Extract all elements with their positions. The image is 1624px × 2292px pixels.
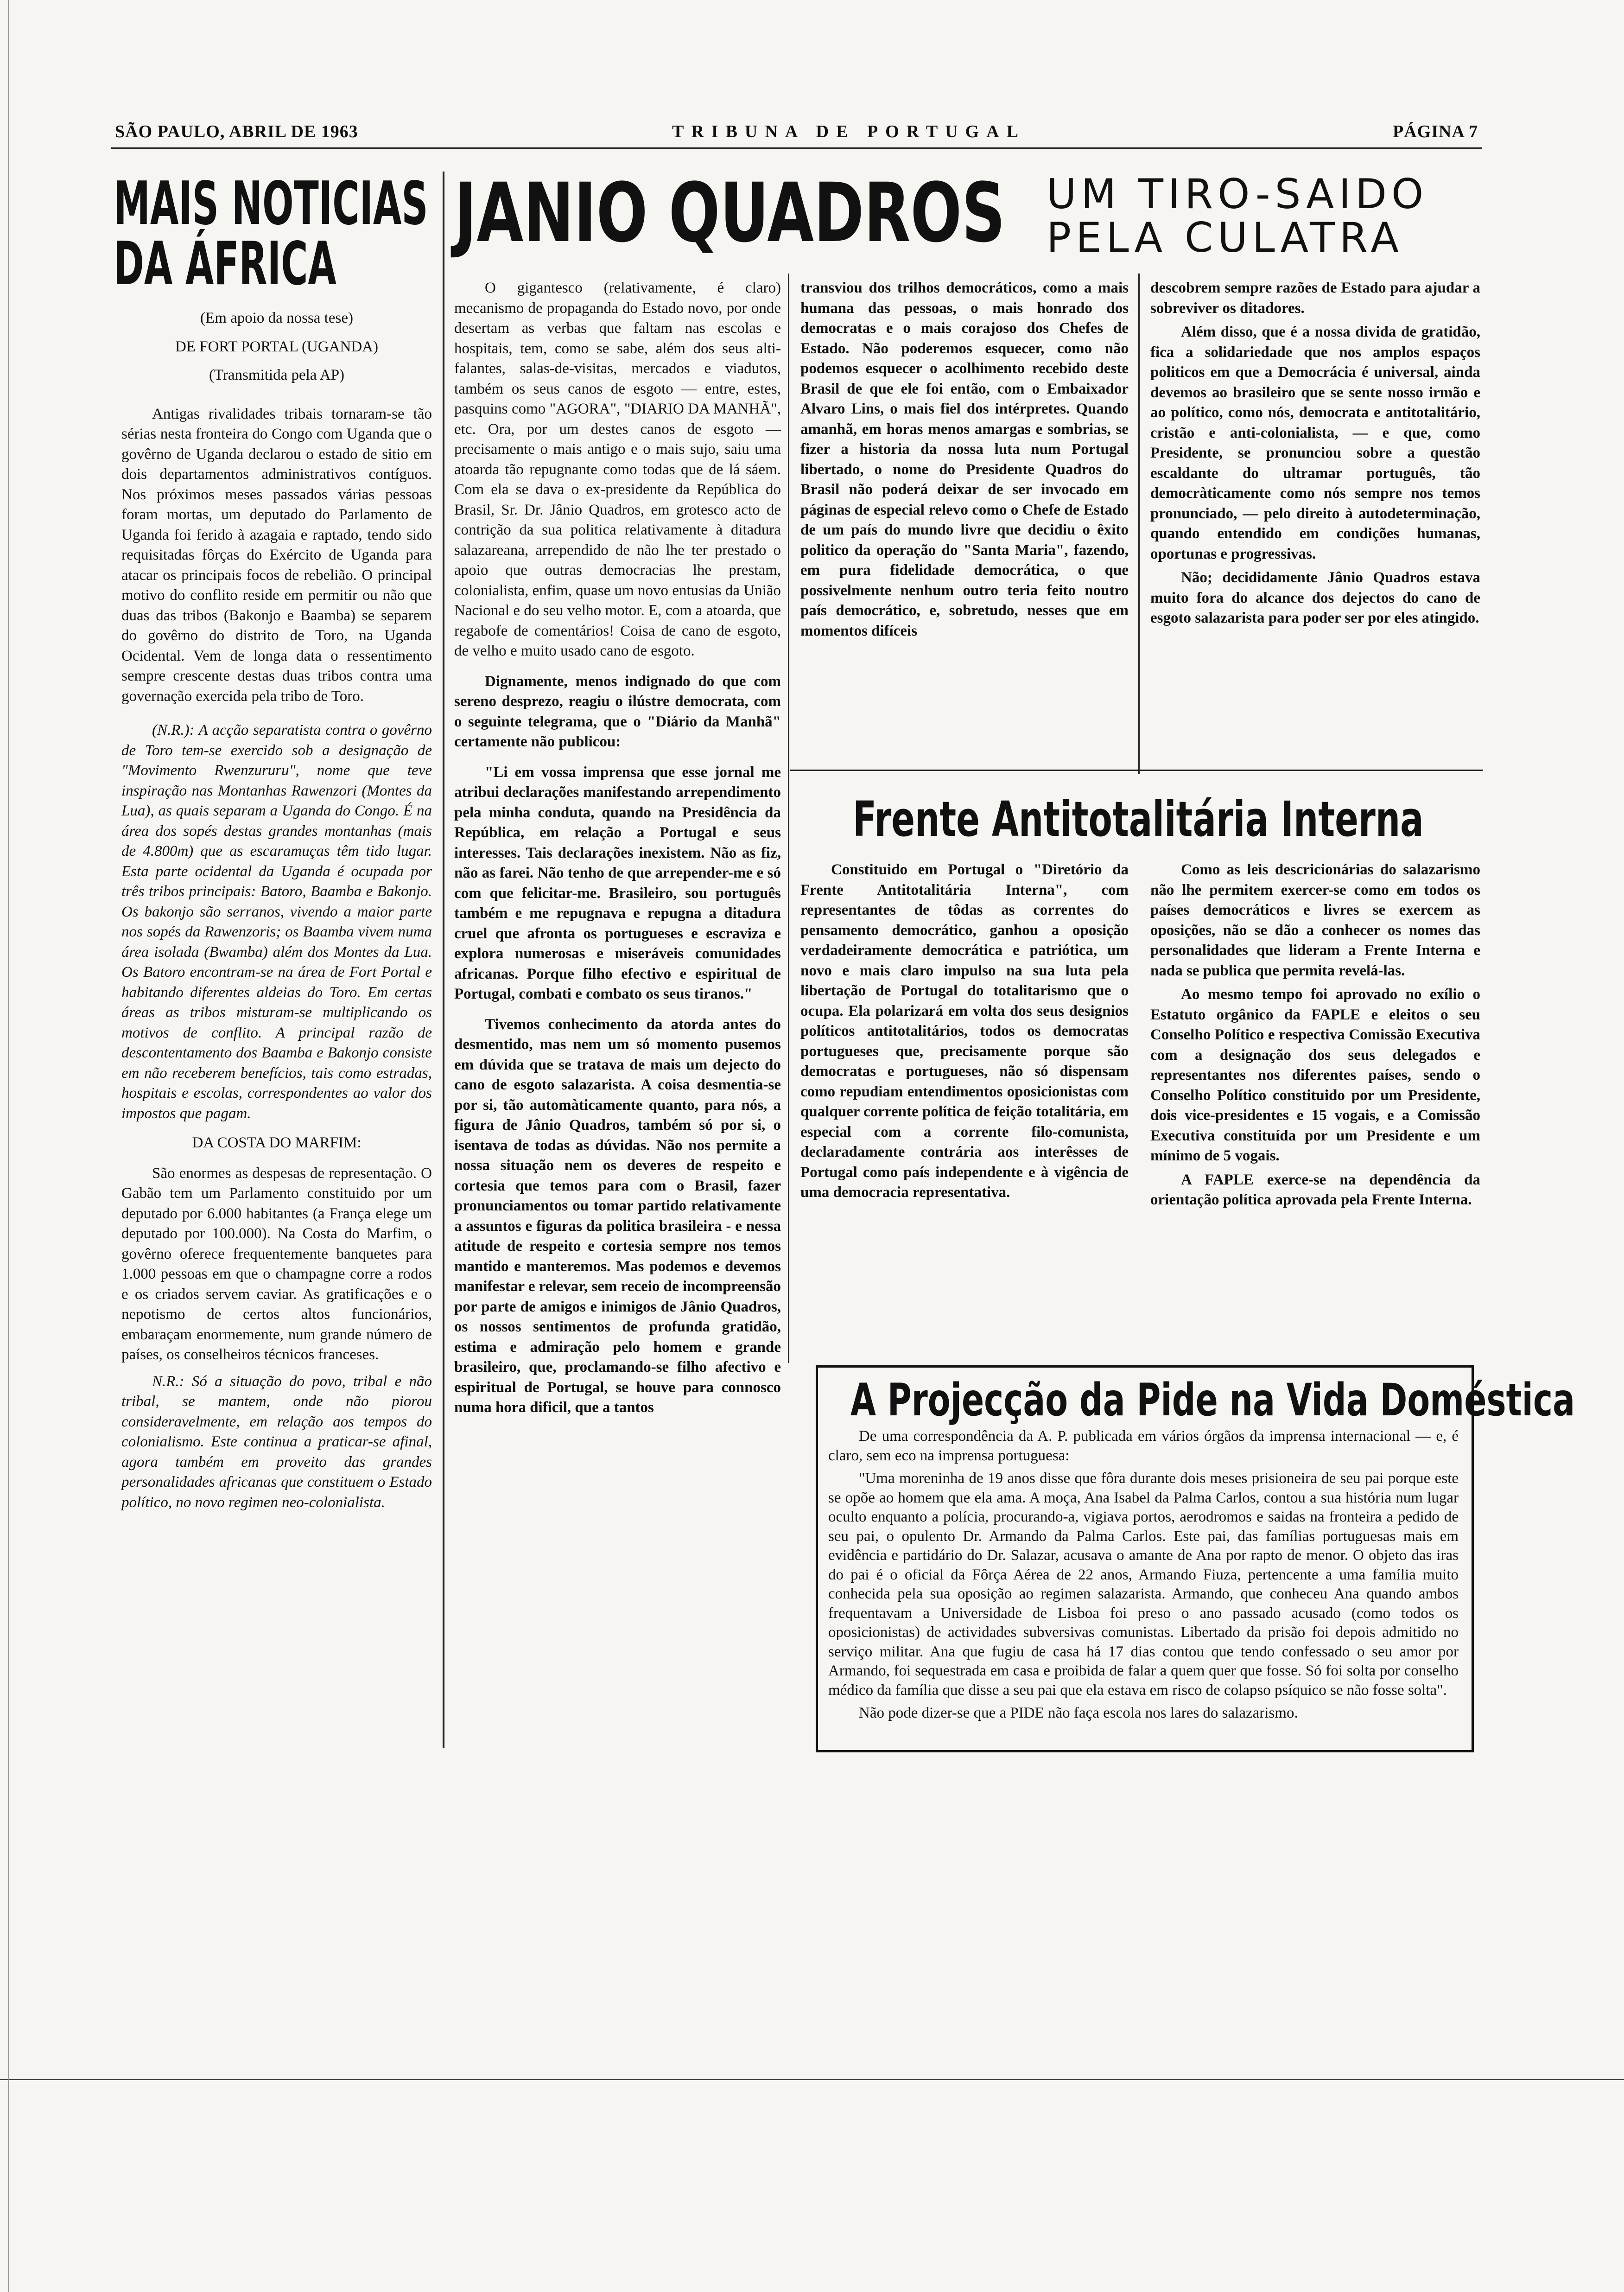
janio-subheadline: [1047, 172, 1482, 260]
pide-paragraph: De uma correspondência da A. P. publicada em vários órgãos da imprensa internacional — e, é claro, sem eco na imprensa portuguesa:: [828, 1428, 1459, 1464]
janio-subheadline-line2: PELA CULATRA: [1047, 214, 1403, 261]
janio-headline: JANIO QUADROS: [454, 166, 1005, 261]
pide-quote: "Uma moreninha de 19 anos disse que fôra durante dois meses prisioneira de seu pai porque este se opõe ao homem que ela ama. A moça, Ana Isabel da Palma Carlos, contou a sua história num lugar oculto enquanto a polícia, procurando-a, vigiava portos, aerodromos e saidas na fronteira a pedido de seu pai, o opulento Dr. Armando da Palma Carlos. Este pai, das famílias portuguesas mais em evidência e partidário do Dr. Salazar, acusava o amante de Ana por rapto de menor. O objeto das iras do pai é o oficial da Fôrça Aérea de 22 anos, Armando Fiuza, pertencente a uma família muito conhecida pela sua oposição ao regimen salazarista. Armando, que conheceu Ana quando ambos frequentavam a Universidade de Lisboa foi preso o ano passado acusado (como todos os oposicionistas) de actividades subversivas comunistas. Libertado da prisão foi depois admitido no serviço militar. Ana que fugiu de casa há 17 dias contou que tendo confessado o seu amor por Armando, foi sequestrada em casa e proibida de falar a quem quer que fosse. Só foi solta por conselho médico da família que disse a seu pai que ela estava em risco de colapso psíquico se não fosse solta".: [828, 1470, 1459, 1699]
pide-paragraph: Não pode dizer-se que a PIDE não faça escola nos lares do salazarismo.: [859, 1705, 1298, 1721]
janio-column-2: [800, 278, 1129, 756]
frente-headline: Frente Antitotalitária Interna: [853, 791, 1424, 847]
africa-subheading: DA COSTA DO MARFIM:: [192, 1134, 362, 1151]
section-divider: [790, 770, 1483, 771]
column-divider: [1138, 274, 1140, 774]
frente-paragraph: Constituido em Portugal o "Diretório da Frente Antitotalitária Interna", com representantes de tôdas as correntes do pensamento democrático, ganhou a oposição verdadeiramente democrática e patriótica, um novo e mais claro impulso na sua luta pela libertação de Portugal do totalitarismo que o ocupa. Ela polarizará em volta dos seus designios políticos antitotalitários, todos os democratas portugueses que, precisamente porque são democratas e portugueses, não só dispensam como repudiam entendimentos oposicionistas com qualquer corrente política de feição totalitária, em especial com a corrente filo-comunista, declaradamente contrária aos interêsses de Portugal como país independente e à vigência de uma democracia representativa.: [800, 861, 1129, 1201]
janio-paragraph: Além disso, que é a nossa divida de gratidão, fica a solidariedade que nos amplos espaços politicos em que a Democrácia é universal, ainda devemos ao brasileiro que se sente nosso irmão e ao político, como nós, democrata e antitotalitário, cristão e anti-colonialista, — e que, como Presidente, se pronunciou sobre a questão escaldante do ultramar português, tão democràticamente como nós sempre nos temos pronunciado, — pelo direito à autodeterminação, quando entendido em condições humanas, oportunas e progressivas.: [1150, 324, 1480, 562]
janio-paragraph: Não; decididamente Jânio Quadros estava muito fora do alcance dos dejectos do cano de esgoto salazarista para poder ser por eles atingido.: [1150, 569, 1480, 626]
frente-column-2: [1150, 860, 1480, 1351]
pide-box: [816, 1365, 1575, 1752]
africa-title-line2: DA ÁFRICA: [114, 229, 336, 299]
africa-paragraph: Antigas rivalidades tribais tornaram-se tão sérias nesta fronteira do Congo com Uganda que o govêrno de Uganda declarou o estado de sitio em dois departamentos administrativos contíguos. Nos próximos meses passados várias pessoas foram mortas, um deputado do Parlamento de Uganda foi ferido à azagaia e raptado, tendo sido requisitadas fôrças do Exército de Uganda para atacar os principais focos de rebelião. O principal motivo do conflito reside em permitir ou não que duas das tribos (Bakonjo e Baamba) se separem do govêrno do distrito de Toro, na Uganda Ocidental. Vem de longa data o ressentimento sempre crescente destas duas tribos contra uma governação exercida pela tribo de Toro.: [121, 405, 432, 705]
frente-paragraph: Como as leis descricionárias do salazarismo não lhe permitem exercer-se como em todos os países democráticos e livres se exercem as oposições, não se dão a conhecer os nomes das personalidades que lideram a Frente Interna e nada se publica que permita revelá-las.: [1150, 861, 1480, 979]
header-masthead: TRIBUNA DE PORTUGAL: [672, 122, 1026, 141]
africa-title: [114, 169, 438, 299]
frente-paragraph: Ao mesmo tempo foi aprovado no exílio o Estatuto orgânico da FAPLE e eleitos o seu Conselho Político e respectiva Comissão Executiva com a designação dos seus delegados e representantes nos diferentes países, sendo o Conselho Político constituido por um Presidente, dois vice-presidentes e 15 vogais, e a Comissão Executiva constituída por um Presidente e um mínimo de 5 vogais.: [1150, 986, 1480, 1164]
janio-paragraph: O gigantesco (relativamente, é claro) mecanismo de propaganda do Estado novo, por onde desertam as verbas que faltam nas escolas e hospitais, tem, como se sabe, além dos seus alti-falantes, salas-de-visitas, mercados e viadutos, também os seus canos de esgoto — entre, estes, pasquins como "AGORA", "DIARIO DA MANHÃ", etc. Ora, por um destes canos de esgoto — precisamente o mais antigo e o mais sujo, saiu uma atoarda tão repugnante como todas que de lá sáem. Com ela se dava o ex-presidente da República do Brasil, Sr. Dr. Jânio Quadros, em grotesco acto de contrição da sua politica relativamente à ditadura salazareana, arrependido de não lhe ter prestado o apoio que outras democracias lhe prestam, colonialista, enfim, quase um novo entusias da União Nacional e do seu velho motor. E, com a atoarda, que regabofe de comentários! Coisa de cano de esgoto, de velho e muito usado cano de esgoto.: [454, 280, 781, 659]
column-divider: [788, 274, 789, 1363]
header-date: SÃO PAULO, ABRIL DE 1963: [115, 122, 358, 141]
page-left-edge: [8, 0, 9, 2292]
page-bottom-edge: [0, 2079, 1624, 2080]
janio-telegram-quote: "Li em vossa imprensa que esse jornal me atribui declarações manifestando arrependimento pela minha conduta, quando na Presidência da República, em relação a Portugal e seus interesses. Tais declarações inexistem. Não as fiz, não as farei. Não tenho de que arrepender-me e só com que felicitar-me. Brasileiro, sou português também e me repugnava e repugna a ditadura cruel que afronta os portugueses e escraviza e explora numerosas e miseráveis comunidades africanas. Porque filho efectivo e espiritual de Portugal, combati e combato os seus tiranos.": [454, 764, 781, 1002]
africa-title-line1: MAIS NOTICIAS: [114, 169, 428, 238]
janio-paragraph: transviou dos trilhos democráticos, como a mais humana das pessoas, o mais honrado dos democratas e o mais corajoso dos Chefes de Estado. Não poderemos esquecer, como não podemos esquecer o acolhimento recebido deste Brasil de que ele foi então, com o Embaixador Alvaro Lins, o mais fiel dos intérpretes. Quando amanhã, em horas menos amargas e sombrias, se fizer a historia da nossa luta num Portugal libertado, o nome do Presidente Quadros do Brasil não poderá deixar de ser invocado em páginas de especial relevo como o Chefe de Estado de um país do mundo livre que decidiu o êxito politico da operação do "Santa Maria", fazendo, em pura fidelidade democrática, o que possivelmente nenhum outro teria feito noutro país democrático, e, sobretudo, nesses que em momentos difíceis: [800, 280, 1129, 639]
header-page-number: PÁGINA 7: [1393, 122, 1478, 141]
africa-paragraph: São enormes as despesas de representação. O Gabão tem um Parlamento constituido por um deputado por 6.000 habitantes (a França elege um deputado por 100.000). Na Costa do Marfim, o govêrno oferece frequentemente banquetes para 1.000 pessoas em que o champagne corre a rodos e os criados servem caviar. As gratificações e o nepotismo de certos altos funcionários, embaraçam enormemente, num grande número de países, os conselheiros técnicos franceses.: [121, 1165, 432, 1363]
africa-article: [121, 308, 432, 1750]
africa-origin-line: DE FORT PORTAL (UGANDA): [175, 338, 378, 355]
pide-headline: A Projecção da Pide na Vida Doméstica: [850, 1374, 1575, 1426]
africa-editor-note: (N.R.): A acção separatista contra o govêrno de Toro tem-se exercido sob a designação de "Movimento Rwenzururu", nome que teve inspiração nas Montanhas Rawenzori (Montes da Lua), as quais separam a Uganda do Congo. É na área dos sopés destas grandes montanhas (mais de 4.800m) que as escaramuças têm tido lugar. Esta parte ocidental da Uganda é ocupada por três tribos principais: Batoro, Baamba e Bakonjo. Os bakonjo são serranos, vivendo a maior parte nos sopés da Rawenzoris; os Baamba vivem numa área isolada (Bwamba) além dos Montes da Lua. Os Batoro encontram-se na área de Fort Portal e habitando diferentes aldeias do Toro. Em certas áreas as tribos misturam-se multiplicando os motivos de conflito. A principal razão de descontentamento dos Baamba e Bakonjo consiste em não receberem benefícios, tais como estradas, hospitais e escolas, correspondentes ao valor dos impostos que pagam.: [121, 722, 432, 1122]
janio-column-3: [1150, 278, 1480, 765]
pide-article: [828, 1427, 1459, 1747]
frente-paragraph: A FAPLE exerce-se na dependência da orientação política aprovada pela Frente Interna.: [1150, 1171, 1480, 1208]
africa-source-line: (Transmitida pela AP): [209, 367, 345, 383]
header-rule: [111, 147, 1482, 149]
janio-paragraph: descobrem sempre razões de Estado para ajudar a sobreviver os ditadores.: [1150, 280, 1480, 317]
janio-paragraph: Dignamente, menos indignado do que com sereno desprezo, reagiu o ilústre democrata, com o seguinte telegrama, que o "Diário da Manhã" certamente não publicou:: [454, 673, 781, 750]
africa-support-line: (Em apoio da nossa tese): [200, 310, 353, 326]
janio-column-1: [454, 278, 781, 1752]
janio-subheadline-line1: UM TIRO-SAIDO: [1047, 170, 1428, 218]
janio-paragraph: Tivemos conhecimento da atorda antes do desmentido, mas nem um só momento pusemos em dúvida que se tratava de mais um dejecto do cano de esgoto salazarista. A coisa desmentia-se por si, tão automàticamente quanto, para nós, a figura de Jânio Quadros, também só por si, o isentava de todas as dúvidas. Não nos permite a nossa situação nem os deveres de respeito e cortesia que temos para com o Brasil, fazer pronunciamentos ou tomar partido relativamente a assuntos e figuras da politica brasileira - e nessa atitude de respeito e cortesia sempre nos temos mantido e manteremos. Mas podemos e devemos manifestar e relevar, sem receio de incompreensão por parte de amigos e inimigos de Jânio Quadros, os nossos sentimentos de profunda gratidão, estima e admiração pelo homem e grande brasileiro, que, proclamando-se filho afectivo e espiritual de Portugal, se houve para connosco numa hora dificil, que a tantos: [454, 1016, 781, 1416]
frente-column-1: [800, 860, 1129, 1351]
column-divider: [443, 172, 444, 1748]
africa-editor-note: N.R.: Só a situação do povo, tribal e não tribal, se mantem, onde não piorou consideravelmente, em relação aos tempos do colonialismo. Este continua a praticar-se afinal, agora também em proveito das grandes personalidades africanas que constituem o Estado político, no novo regimen neo-colonialista.: [121, 1373, 432, 1511]
